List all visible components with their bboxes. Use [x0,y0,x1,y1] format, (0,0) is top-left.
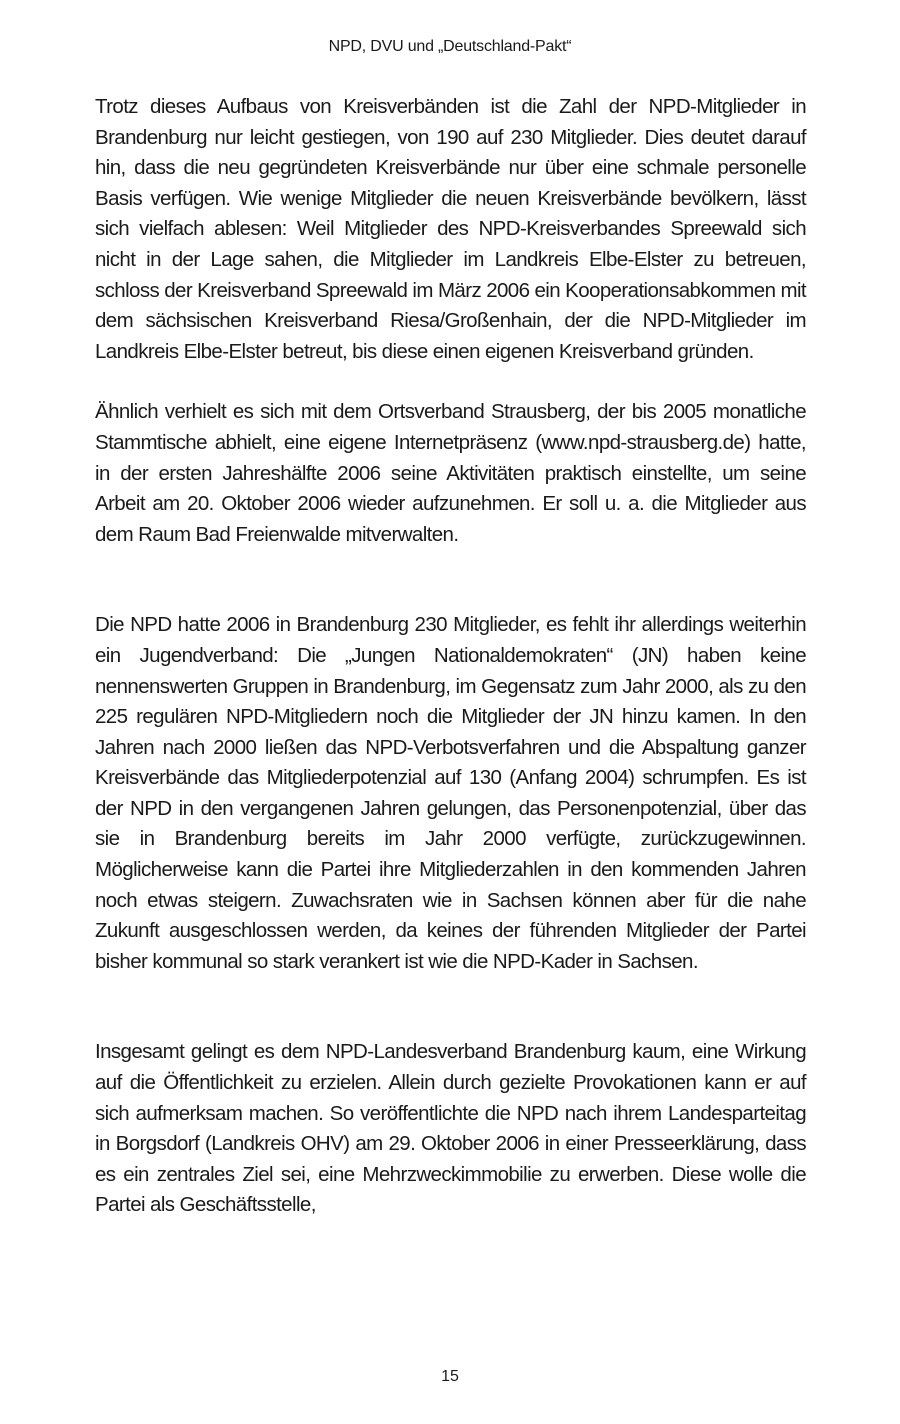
body-text [95,92,806,1221]
paragraph-strausberg: Ähnlich verhielt es sich mit dem Ortsverband Strausberg, der bis 2005 monatliche Stammtische abhielt, eine eigene Internetpräsenz (www.npd-strausberg.de) hatte, in der ersten Jahreshälfte 2006 seine Aktivitäten praktisch einstellte, um seine Arbeit am 20. Oktober 2006 wieder aufzunehmen. Er soll u. a. die Mitglieder aus dem Raum Bad Freienwalde mitverwalten. [95,400,806,546]
paragraph-oeffentlichkeit: Insgesamt gelingt es dem NPD-Landesverband Brandenburg kaum, eine Wirkung auf die Öffentlichkeit zu erzielen. Allein durch gezielte Provokationen kann er auf sich aufmerksam machen. So veröffentlichte die NPD nach ihrem Landesparteitag in Borgsdorf (Landkreis OHV) am 29. Oktober 2006 in einer Presseerklärung, dass es ein zentrales Ziel sei, eine Mehrzweckimmobilie zu erwerben. Diese wolle die Partei als Geschäftsstelle, [95,1040,806,1217]
paragraph-kreisverbaende: Trotz dieses Aufbaus von Kreisverbänden ist die Zahl der NPD-Mitglieder in Brandenburg nur leicht gestiegen, von 190 auf 230 Mitglieder. Dies deutet darauf hin, dass die neu gegründeten Kreisverbände nur über eine schmale personelle Basis verfügen. Wie wenige Mitglieder die neuen Kreisverbände bevölkern, lässt sich vielfach ablesen: Weil Mitglieder des NPD-Kreisverbandes Spreewald sich nicht in der Lage sahen, die Mitglieder im Landkreis Elbe-Elster zu betreuen, schloss der Kreisverband Spreewald im März 2006 ein Kooperationsabkommen mit dem sächsischen Kreisverband Riesa/Großenhain, der die NPD-Mitglieder im Landkreis Elbe-Elster betreut, bis diese einen eigenen Kreisverband gründen. [95,95,806,363]
running-header: NPD, DVU und „Deutschland-Pakt“ [328,38,572,55]
paragraph-mitglieder: Die NPD hatte 2006 in Brandenburg 230 Mitglieder, es fehlt ihr allerdings weiterhin ein Jugendverband: Die „Jungen Nationaldemokraten“ (JN) haben keine nennenswerten Gruppen in Brandenburg, im Gegensatz zum Jahr 2000, als zu den 225 regulären NPD-Mitgliedern noch die Mitglieder der JN hinzu kamen. In den Jahren nach 2000 ließen das NPD-Verbotsverfahren und die Abspaltung ganzer Kreisverbände das Mitgliederpotenzial auf 130 (Anfang 2004) schrumpfen. Es ist der NPD in den vergangenen Jahren gelungen, das Personenpotenzial, über das sie in Brandenburg bereits im Jahr 2000 verfügte, zurückzugewinnen. Möglicherweise kann die Partei ihre Mitgliederzahlen in den kommenden Jahren noch etwas steigern. Zuwachsraten wie in Sachsen können aber für die nahe Zukunft ausgeschlossen werden, da keines der führenden Mitglieder der Partei bisher kommunal so stark verankert ist wie die NPD-Kader in Sachsen. [95,613,806,973]
page-number: 15 [441,1368,459,1385]
